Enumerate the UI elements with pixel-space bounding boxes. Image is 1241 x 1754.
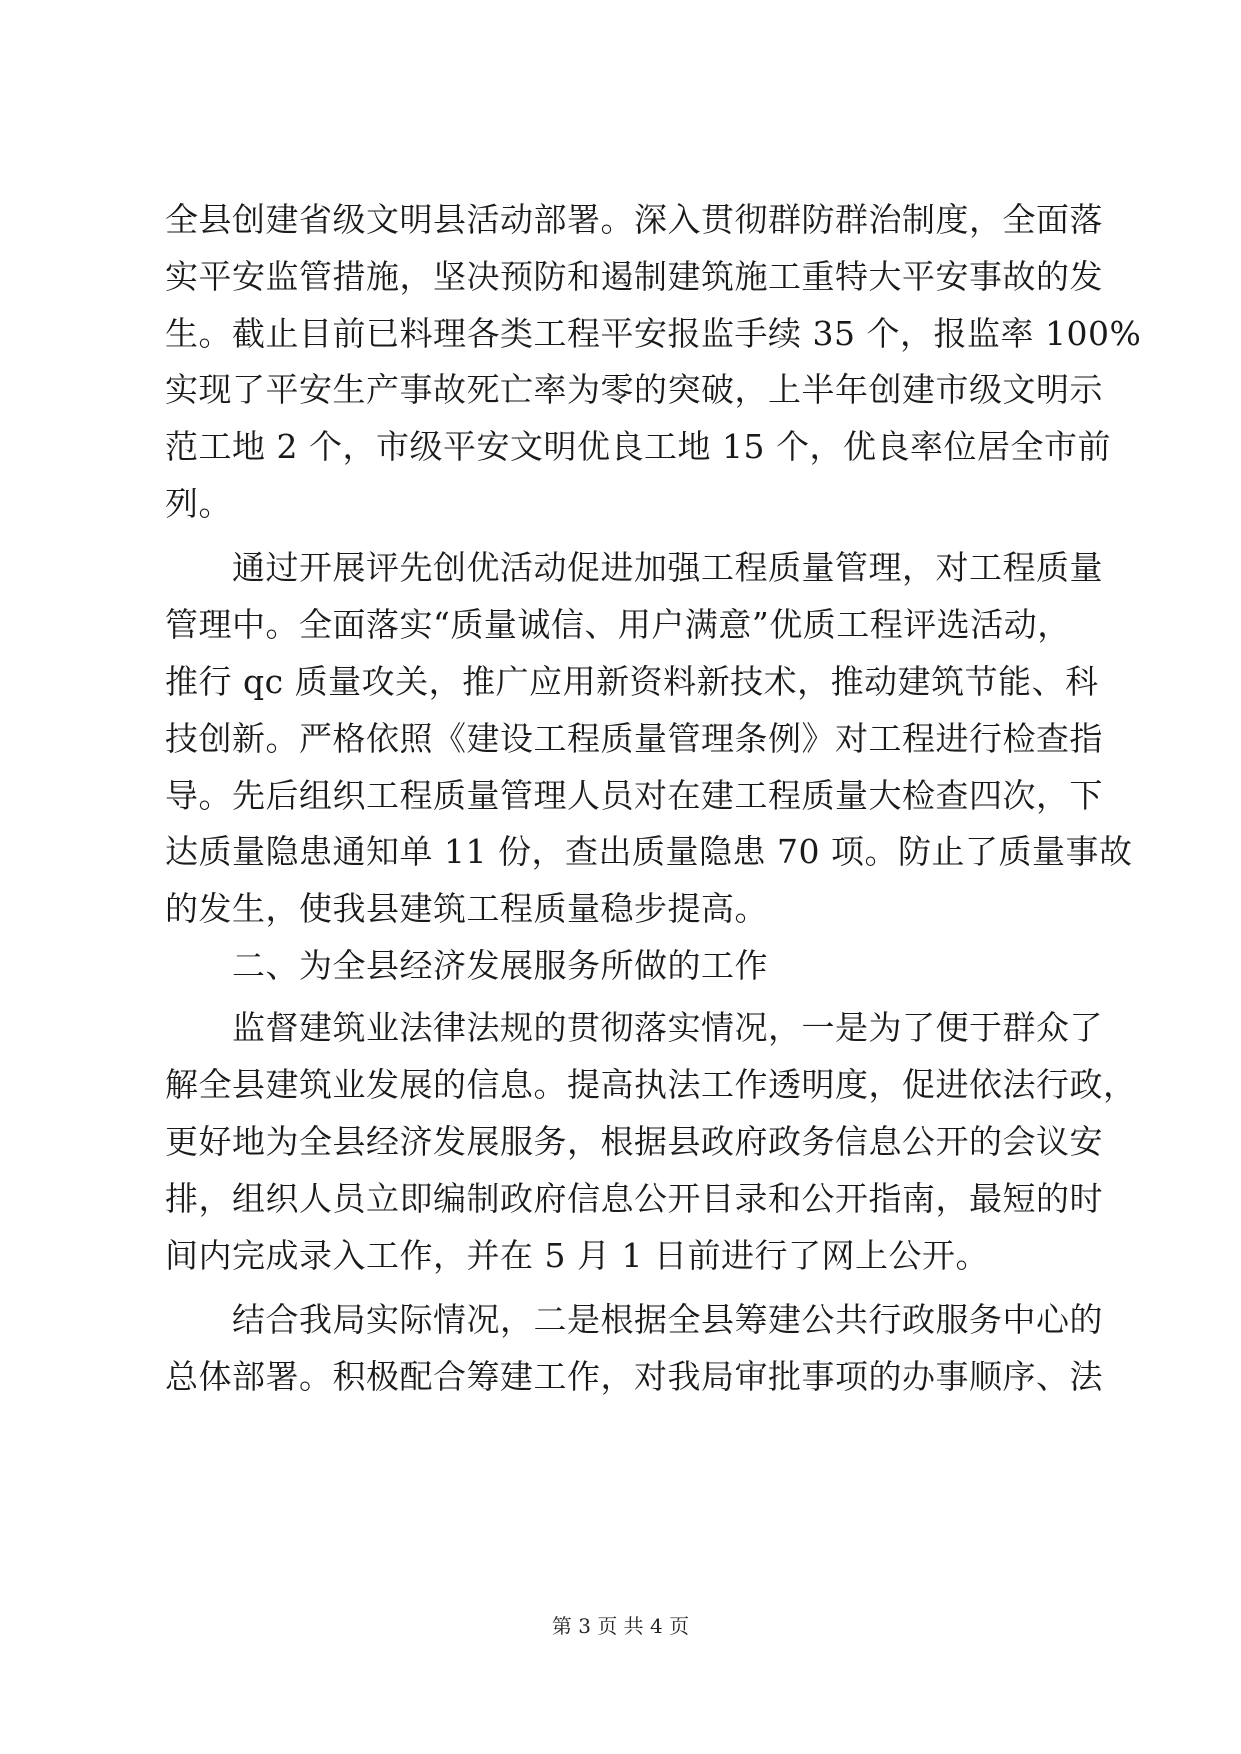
page-number: 第 3 页 共 4 页 bbox=[551, 1614, 690, 1638]
text-line: 间内完成录入工作，并在 5 月 1 日前进行了网上公开。 bbox=[165, 1236, 989, 1275]
text-line: 排，组织人员立即编制政府信息公开目录和公开指南，最短的时 bbox=[165, 1179, 1103, 1218]
text-line: 解全县建筑业发展的信息。提高执法工作透明度，促进依法行政， bbox=[165, 1065, 1137, 1104]
text-line: 技创新。严格依照《建设工程质量管理条例》对工程进行检查指 bbox=[165, 719, 1103, 758]
text-line: 生。截止目前已料理各类工程平安报监手续 35 个，报监率 100% bbox=[165, 314, 1142, 353]
text-line: 推行 qc 质量攻关，推广应用新资料新技术，推动建筑节能、科 bbox=[165, 662, 1099, 701]
text-line: 导。先后组织工程质量管理人员对在建工程质量大检查四次，下 bbox=[165, 776, 1103, 815]
text-line: 范工地 2 个，市级平安文明优良工地 15 个，优良率位居全市前 bbox=[165, 427, 1111, 466]
text-line: 的发生，使我县建筑工程质量稳步提高。 bbox=[165, 889, 768, 928]
text-line: 更好地为全县经济发展服务，根据县政府政务信息公开的会议安 bbox=[165, 1122, 1103, 1161]
text-line: 实现了平安生产事故死亡率为零的突破，上半年创建市级文明示 bbox=[165, 370, 1103, 409]
text-line: 监督建筑业法律法规的贯彻落实情况，一是为了便于群众了 bbox=[165, 1008, 1103, 1047]
text-line: 列。 bbox=[165, 484, 232, 523]
text-line: 通过开展评先创优活动促进加强工程质量管理，对工程质量 bbox=[165, 548, 1103, 587]
text-line: 管理中。全面落实“质量诚信、用户满意”优质工程评选活动， bbox=[165, 605, 1071, 644]
section-heading: 二、为全县经济发展服务所做的工作 bbox=[165, 946, 768, 985]
text-line: 结合我局实际情况，二是根据全县筹建公共行政服务中心的 bbox=[165, 1300, 1103, 1339]
text-line: 总体部署。积极配合筹建工作，对我局审批事项的办事顺序、法 bbox=[165, 1357, 1103, 1396]
text-line: 达质量隐患通知单 11 份，查出质量隐患 70 项。防止了质量事故 bbox=[165, 832, 1133, 871]
text-line: 全县创建省级文明县活动部署。深入贯彻群防群治制度，全面落 bbox=[165, 200, 1103, 239]
text-line: 实平安监管措施，坚决预防和遏制建筑施工重特大平安事故的发 bbox=[165, 257, 1103, 296]
